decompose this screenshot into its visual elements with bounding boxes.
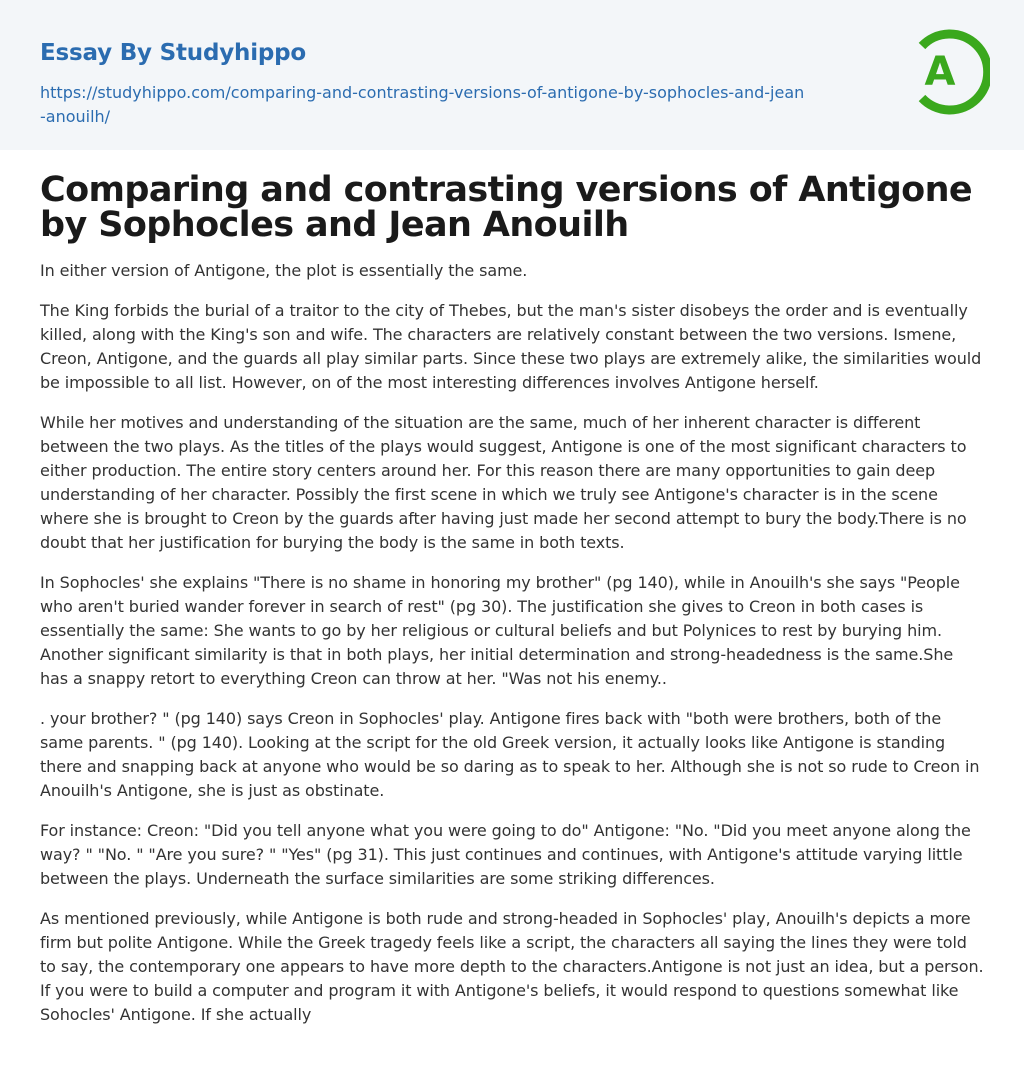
article-paragraph: As mentioned previously, while Antigone is both rude and strong-headed in Sophocles' play, Anouilh's depicts a more firm but polite Antigone. While the Greek tragedy feels like a script, the characters all saying the lines they were told to say, the contemporary one appears to have more depth to the characters.Antigone is not just an idea, but a person. If you were to build a computer and program it with Antigone's beliefs, it would respond to questions somewhat like Sohocles' Antigone. If she actually: [40, 909, 984, 1024]
studyhippo-logo-icon[interactable]: [910, 28, 990, 116]
article: [0, 170, 1024, 1027]
site-brand[interactable]: Essay By Studyhippo: [40, 40, 307, 66]
article-title: Comparing and contrasting versions of Antigone by Sophocles and Jean Anouilh: [40, 170, 973, 245]
article-paragraph: The King forbids the burial of a traitor to the city of Thebes, but the man's sister disobeys the order and is eventually killed, along with the King's son and wife. The characters are relatively constant between the two versions. Ismene, Creon, Antigone, and the guards all play similar parts. Since these two plays are extremely alike, the similarities would be impossible to all list. However, on of the most interesting differences involves Antigone herself.: [40, 301, 982, 392]
source-url-link[interactable]: https://studyhippo.com/comparing-and-contrasting-versions-of-antigone-by-sophocles-and-jean-anouilh/: [40, 83, 805, 126]
article-paragraph: In either version of Antigone, the plot is essentially the same.: [40, 261, 528, 280]
site-header: [0, 0, 1024, 150]
article-paragraph: While her motives and understanding of the situation are the same, much of her inherent character is different between the two plays. As the titles of the plays would suggest, Antigone is one of the most significant characters to either production. The entire story centers around her. For this reason there are many opportunities to gain deep understanding of her character. Possibly the first scene in which we truly see Antigone's character is in the scene where she is brought to Creon by the guards after having just made her second attempt to bury the body.There is no doubt that her justification for burying the body is the same in both texts.: [40, 413, 967, 552]
article-paragraph: For instance: Creon: "Did you tell anyone what you were going to do" Antigone: "No. "Did you meet anyone along the way? " "No. " "Are you sure? " "Yes" (pg 31). This just continues and continues, with Antigone's attitude varying little between the plays. Underneath the surface similarities are some striking differences.: [40, 821, 971, 888]
logo-letter: A: [924, 49, 956, 95]
article-paragraph: In Sophocles' she explains "There is no shame in honoring my brother" (pg 140), while in Anouilh's she says "People who aren't buried wander forever in search of rest" (pg 30). The justification she gives to Creon in both cases is essentially the same: She wants to go by her religious or cultural beliefs and but Polynices to rest by burying him. Another significant similarity is that in both plays, her initial determination and strong-headedness is the same.She has a snappy retort to everything Creon can throw at her. "Was not his enemy..: [40, 573, 960, 688]
article-paragraph: . your brother? " (pg 140) says Creon in Sophocles' play. Antigone fires back with "both were brothers, both of the same parents. " (pg 140). Looking at the script for the old Greek version, it actually looks like Antigone is standing there and snapping back at anyone who would be so daring as to speak to her. Although she is not so rude to Creon in Anouilh's Antigone, she is just as obstinate.: [40, 709, 980, 800]
